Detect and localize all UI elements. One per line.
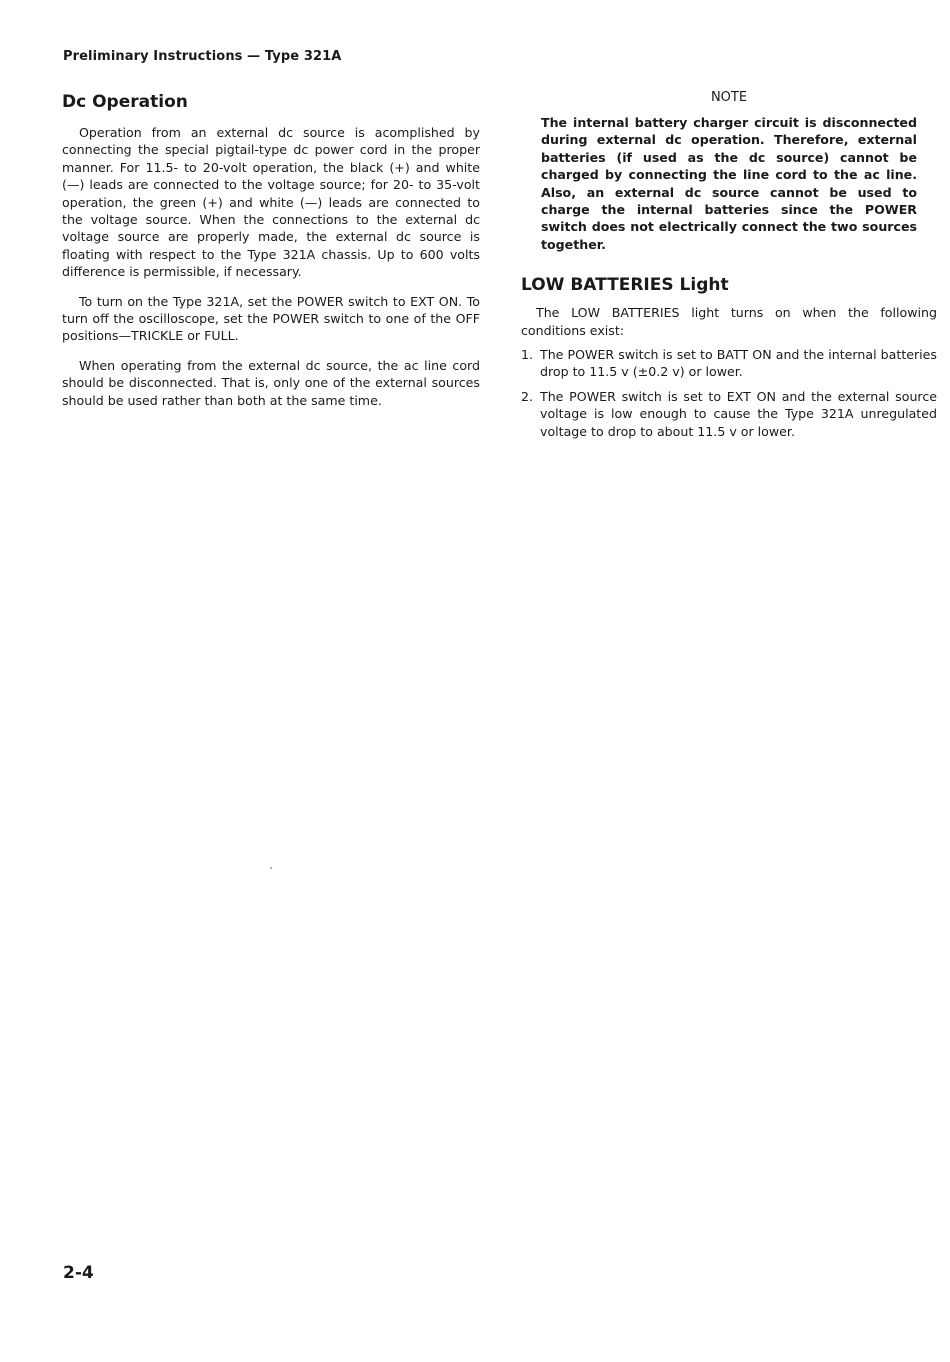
page-number: 2-4 <box>63 1263 94 1283</box>
note-title: NOTE <box>710 90 748 105</box>
list-item-number: 2. <box>521 388 534 404</box>
scan-speck <box>270 867 272 869</box>
list-item-text: The POWER switch is set to BATT ON and the internal batteries drop to 11.5 v (±0.2 v) or lower. <box>540 347 937 380</box>
note-body: The internal battery charger circuit is disconnected during external dc operation. Therefore, external batteries (if used as the dc source) cannot be charged by connecting the line cord to the ac line. Also, an external dc source cannot be used to charge the internal batteries since the POWER switch does not electrically connect the two sources together. <box>541 115 917 252</box>
list-item-number: 1. <box>521 347 534 363</box>
left-column <box>62 92 480 409</box>
running-header: Preliminary Instructions — Type 321A <box>63 49 342 64</box>
section-heading-dc-operation: Dc Operation <box>62 92 188 112</box>
list-item-text: The POWER switch is set to EXT ON and the external source voltage is low enough to cause the Type 321A unregulated voltage to drop to about 11.5 v or lower. <box>540 388 937 439</box>
conditions-list <box>521 346 937 440</box>
right-column <box>521 90 937 440</box>
section-heading-low-batteries: LOW BATTERIES Light <box>521 275 729 296</box>
paragraph: Operation from an external dc source is acomplished by connecting the special pigtail-type dc power cord in the proper manner. For 11.5- to 20-volt operation, the black (+) and white (—) leads are connected to the voltage source; for 20- to 35-volt operation, the green (+) and white (—) leads are connected to the voltage source. When the connections to the external dc voltage source are properly made, the external dc source is floating with respect to the Type 321A chassis. Up to 600 volts difference is permissible, if necessary. <box>62 125 480 280</box>
paragraph: The LOW BATTERIES light turns on when the following conditions exist: <box>521 305 937 338</box>
paragraph: To turn on the Type 321A, set the POWER switch to EXT ON. To turn off the oscilloscope, set the POWER switch to one of the OFF positions—TRICKLE or FULL. <box>62 293 480 344</box>
paragraph: When operating from the external dc source, the ac line cord should be disconnected. That is, only one of the external sources should be used rather than both at the same time. <box>62 357 480 408</box>
list-item <box>521 346 937 381</box>
list-item <box>521 388 937 440</box>
